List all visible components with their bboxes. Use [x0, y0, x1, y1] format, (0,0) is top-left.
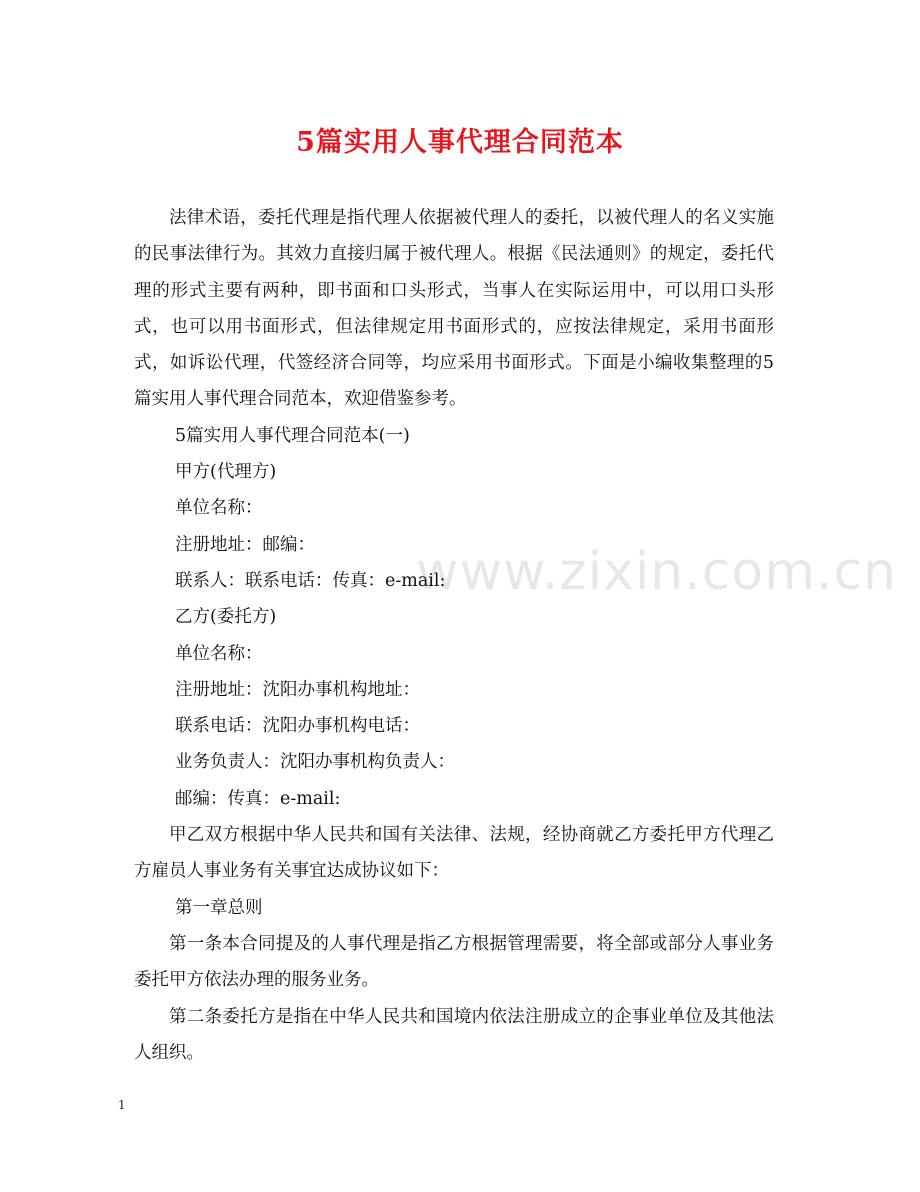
contract-heading: 5篇实用人事代理合同范本(一) — [175, 425, 410, 446]
document-title: 5篇实用人事代理合同范本 — [296, 127, 624, 158]
chapter-one-heading: 第一章总则 — [175, 897, 263, 918]
party-a-contact: 联系人：联系电话：传真：e-mail: — [175, 570, 446, 591]
party-a-address: 注册地址：邮编： — [175, 534, 315, 555]
document-body — [134, 200, 774, 1071]
agreement-paragraph: 甲乙双方根据中华人民共和国有关法律、法规，经协商就乙方委托甲方代理乙方雇员人事业务有关事宜达成协议如下： — [134, 825, 774, 882]
party-b-phone: 联系电话：沈阳办事机构电话： — [175, 716, 420, 737]
watermark-text: www.zixin.com.cn — [416, 542, 897, 602]
party-a-heading: 甲方(代理方) — [175, 462, 277, 483]
party-b-post: 邮编：传真：e-mail: — [175, 788, 341, 809]
party-b-address: 注册地址：沈阳办事机构地址： — [175, 679, 420, 700]
party-b-heading: 乙方(委托方) — [175, 607, 277, 628]
page-number: 1 — [118, 1098, 126, 1112]
party-b-unit-name: 单位名称： — [175, 643, 263, 664]
party-b-manager: 业务负责人：沈阳办事机构负责人： — [175, 752, 455, 773]
article-two-paragraph: 第二条委托方是指在中华人民共和国境内依法注册成立的企事业单位及其他法人组织。 — [134, 1006, 774, 1063]
intro-paragraph: 法律术语，委托代理是指代理人依据被代理人的委托，以被代理人的名义实施的民事法律行为。其效力直接归属于被代理人。根据《民法通则》的规定，委托代理的形式主要有两种，即书面和口头形式，当事人在实际运用中，可以用口头形式，也可以用书面形式，但法律规定用书面形式的，应按法律规定，采用书面形式，如诉讼代理，代签经济合同等，均应采用书面形式。下面是小编收集整理的5篇实用人事代理合同范本，欢迎借鉴参考。 — [134, 208, 774, 410]
article-one-paragraph: 第一条本合同提及的人事代理是指乙方根据管理需要，将全部或部分人事业务委托甲方依法办理的服务业务。 — [134, 933, 774, 991]
party-a-unit-name: 单位名称： — [175, 498, 263, 519]
